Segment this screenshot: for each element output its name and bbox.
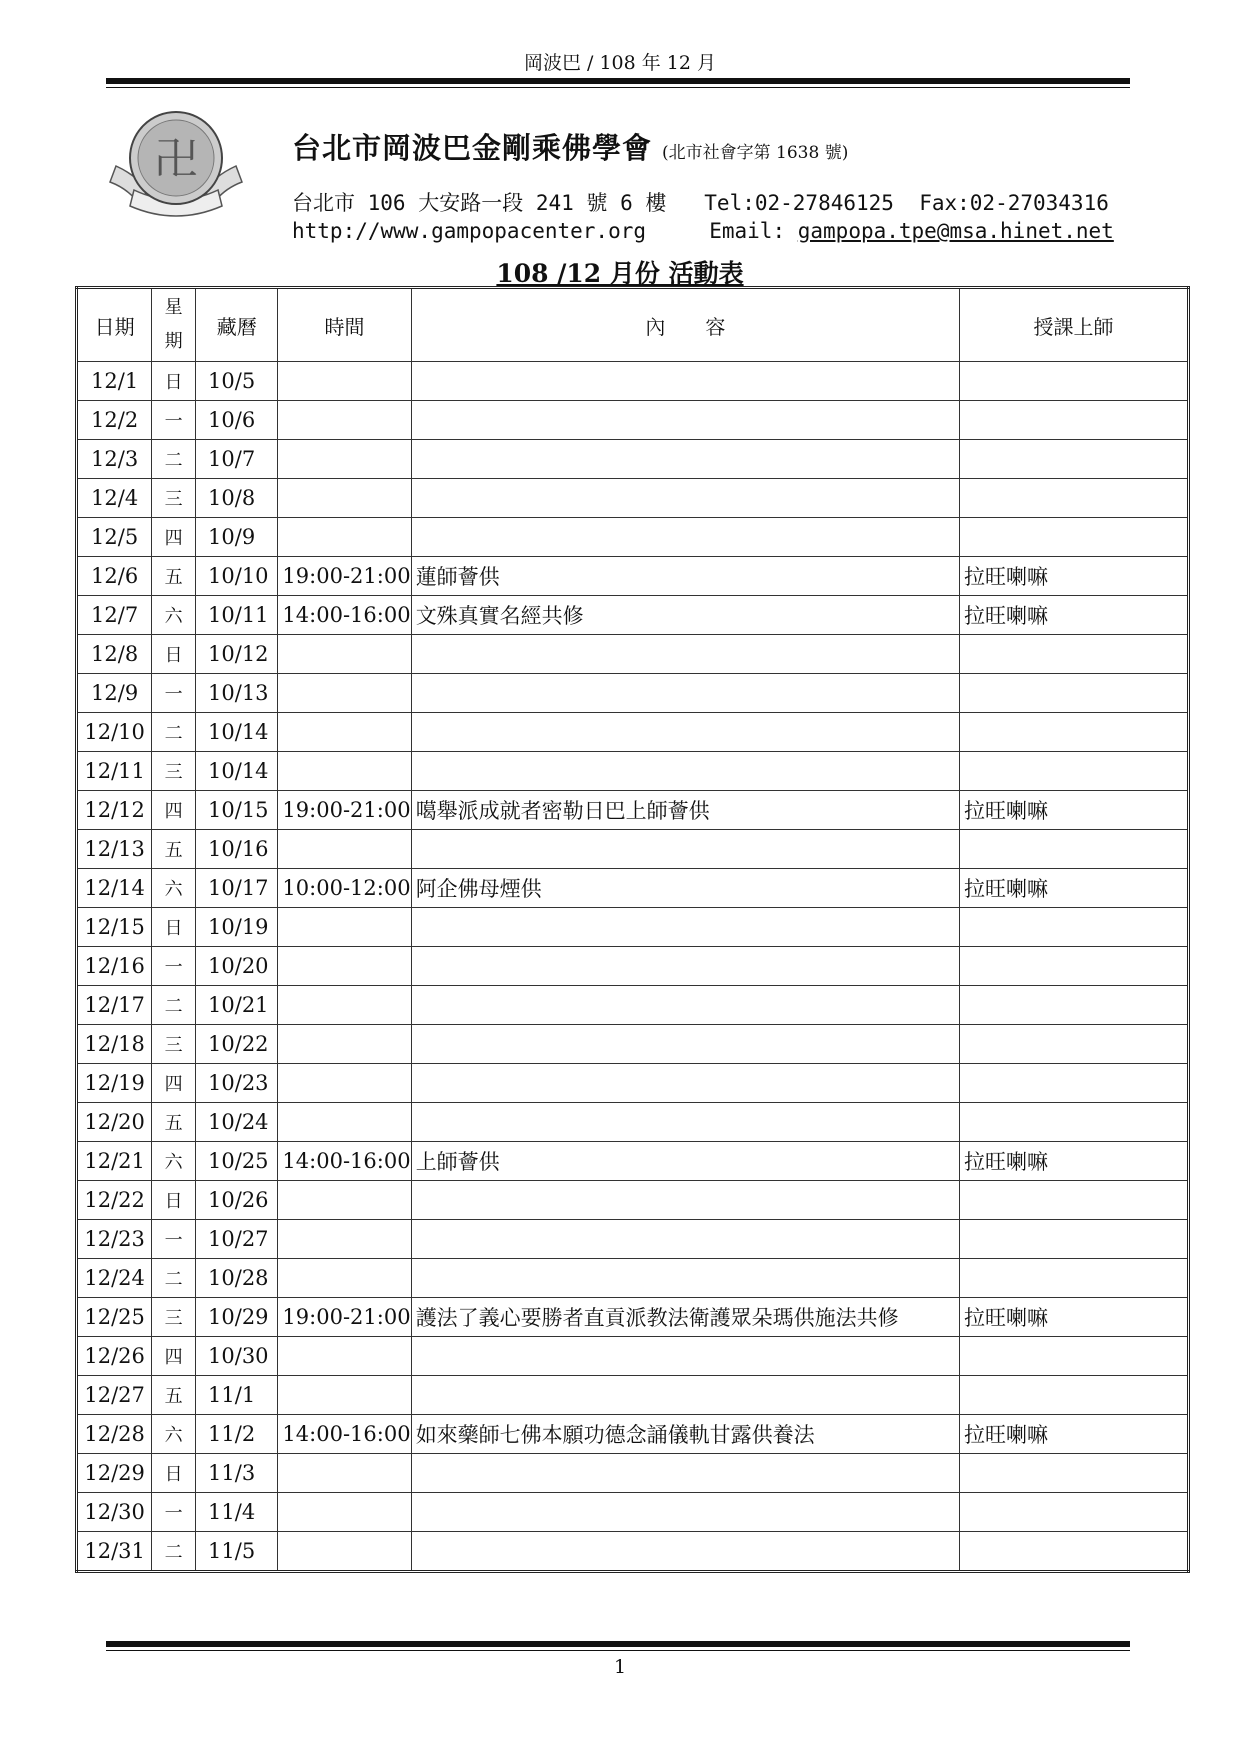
org-registration: (北市社會字第 1638 號) bbox=[662, 143, 849, 163]
cell-tibetan: 10/26 bbox=[196, 1181, 278, 1220]
cell-weekday: 日 bbox=[152, 908, 196, 947]
cell-date: 12/31 bbox=[77, 1532, 152, 1572]
cell-time bbox=[278, 713, 411, 752]
cell-content bbox=[411, 1220, 959, 1259]
cell-weekday: 日 bbox=[152, 635, 196, 674]
cell-date: 12/21 bbox=[77, 1142, 152, 1181]
cell-time bbox=[278, 674, 411, 713]
cell-weekday: 二 bbox=[152, 1259, 196, 1298]
cell-teacher bbox=[960, 674, 1189, 713]
cell-content bbox=[411, 479, 959, 518]
cell-weekday: 日 bbox=[152, 1454, 196, 1493]
cell-tibetan: 11/2 bbox=[196, 1415, 278, 1454]
table-row bbox=[77, 1493, 1189, 1532]
table-row bbox=[77, 1103, 1189, 1142]
cell-date: 12/2 bbox=[77, 401, 152, 440]
cell-time bbox=[278, 1181, 411, 1220]
cell-tibetan: 11/1 bbox=[196, 1376, 278, 1415]
table-row bbox=[77, 1415, 1189, 1454]
cell-date: 12/25 bbox=[77, 1298, 152, 1337]
cell-tibetan: 10/9 bbox=[196, 518, 278, 557]
cell-content bbox=[411, 986, 959, 1025]
cell-tibetan: 10/23 bbox=[196, 1064, 278, 1103]
cell-time: 19:00-21:00 bbox=[278, 1298, 411, 1337]
cell-weekday: 一 bbox=[152, 1220, 196, 1259]
cell-tibetan: 10/17 bbox=[196, 869, 278, 908]
cell-teacher bbox=[960, 440, 1189, 479]
cell-time bbox=[278, 401, 411, 440]
cell-teacher bbox=[960, 1220, 1189, 1259]
header-date: 日期 bbox=[77, 288, 152, 362]
header-rule bbox=[106, 78, 1130, 84]
cell-date: 12/4 bbox=[77, 479, 152, 518]
cell-tibetan: 10/27 bbox=[196, 1220, 278, 1259]
table-row bbox=[77, 518, 1189, 557]
cell-content bbox=[411, 1025, 959, 1064]
cell-content bbox=[411, 1532, 959, 1572]
cell-weekday: 五 bbox=[152, 1103, 196, 1142]
cell-tibetan: 10/8 bbox=[196, 479, 278, 518]
email-label: Email: bbox=[709, 219, 798, 243]
cell-weekday: 一 bbox=[152, 401, 196, 440]
cell-weekday: 四 bbox=[152, 791, 196, 830]
cell-time bbox=[278, 440, 411, 479]
cell-date: 12/5 bbox=[77, 518, 152, 557]
table-row bbox=[77, 440, 1189, 479]
cell-tibetan: 10/25 bbox=[196, 1142, 278, 1181]
cell-teacher bbox=[960, 401, 1189, 440]
cell-date: 12/27 bbox=[77, 1376, 152, 1415]
cell-time bbox=[278, 479, 411, 518]
cell-content bbox=[411, 518, 959, 557]
cell-time bbox=[278, 362, 411, 401]
cell-tibetan: 11/4 bbox=[196, 1493, 278, 1532]
cell-weekday: 日 bbox=[152, 362, 196, 401]
cell-date: 12/28 bbox=[77, 1415, 152, 1454]
cell-content bbox=[411, 908, 959, 947]
cell-tibetan: 11/5 bbox=[196, 1532, 278, 1572]
cell-date: 12/17 bbox=[77, 986, 152, 1025]
cell-time bbox=[278, 1532, 411, 1572]
cell-time: 19:00-21:00 bbox=[278, 791, 411, 830]
cell-date: 12/3 bbox=[77, 440, 152, 479]
table-row bbox=[77, 1064, 1189, 1103]
email-link[interactable]: gampopa.tpe@msa.hinet.net bbox=[797, 219, 1114, 243]
cell-teacher bbox=[960, 1025, 1189, 1064]
cell-time bbox=[278, 1025, 411, 1064]
cell-weekday: 四 bbox=[152, 1064, 196, 1103]
running-head: 岡波巴 / 108 年 12 月 bbox=[523, 52, 717, 74]
cell-time bbox=[278, 1493, 411, 1532]
table-row bbox=[77, 674, 1189, 713]
cell-time: 14:00-16:00 bbox=[278, 1415, 411, 1454]
cell-weekday: 三 bbox=[152, 479, 196, 518]
table-row bbox=[77, 869, 1189, 908]
cell-weekday: 三 bbox=[152, 752, 196, 791]
cell-content bbox=[411, 947, 959, 986]
cell-time bbox=[278, 1337, 411, 1376]
cell-time bbox=[278, 1376, 411, 1415]
org-name bbox=[292, 126, 848, 167]
cell-teacher: 拉旺喇嘛 bbox=[960, 1298, 1189, 1337]
schedule-body bbox=[77, 362, 1189, 1572]
cell-tibetan: 11/3 bbox=[196, 1454, 278, 1493]
cell-date: 12/8 bbox=[77, 635, 152, 674]
cell-teacher bbox=[960, 479, 1189, 518]
cell-content bbox=[411, 713, 959, 752]
cell-date: 12/12 bbox=[77, 791, 152, 830]
cell-teacher bbox=[960, 752, 1189, 791]
cell-content: 阿企佛母煙供 bbox=[411, 869, 959, 908]
cell-date: 12/7 bbox=[77, 596, 152, 635]
cell-weekday: 二 bbox=[152, 440, 196, 479]
table-row bbox=[77, 908, 1189, 947]
cell-content bbox=[411, 674, 959, 713]
cell-date: 12/26 bbox=[77, 1337, 152, 1376]
cell-content bbox=[411, 635, 959, 674]
cell-teacher bbox=[960, 1454, 1189, 1493]
cell-weekday: 五 bbox=[152, 1376, 196, 1415]
header-rule-thin bbox=[106, 87, 1130, 88]
svg-text:卍: 卍 bbox=[154, 134, 198, 185]
cell-tibetan: 10/20 bbox=[196, 947, 278, 986]
cell-date: 12/14 bbox=[77, 869, 152, 908]
table-row bbox=[77, 401, 1189, 440]
cell-teacher bbox=[960, 362, 1189, 401]
cell-date: 12/20 bbox=[77, 1103, 152, 1142]
cell-time bbox=[278, 635, 411, 674]
cell-teacher bbox=[960, 1337, 1189, 1376]
cell-teacher bbox=[960, 1376, 1189, 1415]
table-row bbox=[77, 479, 1189, 518]
cell-content bbox=[411, 1064, 959, 1103]
cell-weekday: 五 bbox=[152, 830, 196, 869]
cell-time bbox=[278, 518, 411, 557]
cell-content: 蓮師薈供 bbox=[411, 557, 959, 596]
table-row bbox=[77, 1259, 1189, 1298]
cell-date: 12/30 bbox=[77, 1493, 152, 1532]
cell-time bbox=[278, 908, 411, 947]
cell-weekday: 四 bbox=[152, 518, 196, 557]
header-time: 時間 bbox=[278, 288, 411, 362]
table-row bbox=[77, 1220, 1189, 1259]
table-row bbox=[77, 557, 1189, 596]
cell-content: 上師薈供 bbox=[411, 1142, 959, 1181]
cell-weekday: 一 bbox=[152, 674, 196, 713]
table-row bbox=[77, 1454, 1189, 1493]
cell-date: 12/23 bbox=[77, 1220, 152, 1259]
cell-date: 12/24 bbox=[77, 1259, 152, 1298]
table-row bbox=[77, 1532, 1189, 1572]
table-row bbox=[77, 947, 1189, 986]
cell-teacher bbox=[960, 830, 1189, 869]
cell-time: 14:00-16:00 bbox=[278, 596, 411, 635]
cell-teacher bbox=[960, 986, 1189, 1025]
cell-tibetan: 10/14 bbox=[196, 752, 278, 791]
cell-date: 12/13 bbox=[77, 830, 152, 869]
cell-date: 12/9 bbox=[77, 674, 152, 713]
cell-date: 12/1 bbox=[77, 362, 152, 401]
page-title: 108 /12 月份 活動表 bbox=[496, 259, 744, 288]
cell-tibetan: 10/30 bbox=[196, 1337, 278, 1376]
cell-tibetan: 10/16 bbox=[196, 830, 278, 869]
cell-date: 12/6 bbox=[77, 557, 152, 596]
cell-weekday: 二 bbox=[152, 1532, 196, 1572]
cell-time bbox=[278, 1220, 411, 1259]
cell-content bbox=[411, 401, 959, 440]
cell-content bbox=[411, 1454, 959, 1493]
cell-content bbox=[411, 1337, 959, 1376]
cell-teacher: 拉旺喇嘛 bbox=[960, 869, 1189, 908]
cell-weekday: 三 bbox=[152, 1025, 196, 1064]
cell-tibetan: 10/15 bbox=[196, 791, 278, 830]
cell-time bbox=[278, 947, 411, 986]
table-row bbox=[77, 362, 1189, 401]
cell-time: 10:00-12:00 bbox=[278, 869, 411, 908]
cell-teacher bbox=[960, 908, 1189, 947]
table-row bbox=[77, 1025, 1189, 1064]
cell-weekday: 四 bbox=[152, 1337, 196, 1376]
table-row bbox=[77, 1181, 1189, 1220]
cell-teacher: 拉旺喇嘛 bbox=[960, 596, 1189, 635]
table-row bbox=[77, 713, 1189, 752]
cell-tibetan: 10/24 bbox=[196, 1103, 278, 1142]
address-line: 台北市 106 大安路一段 241 號 6 樓 Tel:02-27846125 Fax:02-27034316 bbox=[292, 191, 1109, 215]
cell-tibetan: 10/13 bbox=[196, 674, 278, 713]
cell-content bbox=[411, 1376, 959, 1415]
header-content: 內 容 bbox=[411, 288, 959, 362]
cell-content bbox=[411, 362, 959, 401]
cell-weekday: 六 bbox=[152, 869, 196, 908]
cell-time: 19:00-21:00 bbox=[278, 557, 411, 596]
table-row bbox=[77, 635, 1189, 674]
cell-weekday: 三 bbox=[152, 1298, 196, 1337]
cell-content: 噶舉派成就者密勒日巴上師薈供 bbox=[411, 791, 959, 830]
cell-teacher bbox=[960, 518, 1189, 557]
cell-content bbox=[411, 752, 959, 791]
cell-teacher: 拉旺喇嘛 bbox=[960, 1142, 1189, 1181]
cell-weekday: 一 bbox=[152, 947, 196, 986]
cell-teacher bbox=[960, 635, 1189, 674]
cell-weekday: 六 bbox=[152, 596, 196, 635]
cell-date: 12/16 bbox=[77, 947, 152, 986]
cell-teacher bbox=[960, 1532, 1189, 1572]
cell-content bbox=[411, 1493, 959, 1532]
cell-date: 12/18 bbox=[77, 1025, 152, 1064]
table-row bbox=[77, 1376, 1189, 1415]
header-teacher: 授課上師 bbox=[960, 288, 1189, 362]
cell-content bbox=[411, 1103, 959, 1142]
cell-time bbox=[278, 1103, 411, 1142]
cell-content: 護法了義心要勝者直貢派教法衛護眾朵瑪供施法共修 bbox=[411, 1298, 959, 1337]
cell-time bbox=[278, 1259, 411, 1298]
cell-time bbox=[278, 1064, 411, 1103]
cell-tibetan: 10/14 bbox=[196, 713, 278, 752]
cell-teacher: 拉旺喇嘛 bbox=[960, 1415, 1189, 1454]
cell-content: 文殊真實名經共修 bbox=[411, 596, 959, 635]
table-row bbox=[77, 830, 1189, 869]
schedule-table bbox=[75, 286, 1190, 1573]
cell-time bbox=[278, 830, 411, 869]
cell-teacher: 拉旺喇嘛 bbox=[960, 791, 1189, 830]
cell-tibetan: 10/12 bbox=[196, 635, 278, 674]
website-link[interactable]: http://www.gampopacenter.org bbox=[292, 219, 647, 243]
table-row bbox=[77, 1337, 1189, 1376]
header-tibetan: 藏曆 bbox=[196, 288, 278, 362]
cell-teacher bbox=[960, 713, 1189, 752]
cell-teacher bbox=[960, 1493, 1189, 1532]
cell-time bbox=[278, 986, 411, 1025]
cell-weekday: 二 bbox=[152, 713, 196, 752]
footer-rule bbox=[106, 1641, 1130, 1647]
table-row bbox=[77, 1142, 1189, 1181]
table-row bbox=[77, 986, 1189, 1025]
cell-teacher bbox=[960, 1103, 1189, 1142]
header-weekday: 星期 bbox=[152, 288, 196, 362]
cell-tibetan: 10/19 bbox=[196, 908, 278, 947]
cell-date: 12/29 bbox=[77, 1454, 152, 1493]
cell-teacher: 拉旺喇嘛 bbox=[960, 557, 1189, 596]
cell-weekday: 六 bbox=[152, 1142, 196, 1181]
table-row bbox=[77, 596, 1189, 635]
cell-tibetan: 10/21 bbox=[196, 986, 278, 1025]
cell-tibetan: 10/5 bbox=[196, 362, 278, 401]
cell-tibetan: 10/22 bbox=[196, 1025, 278, 1064]
cell-tibetan: 10/10 bbox=[196, 557, 278, 596]
cell-tibetan: 10/29 bbox=[196, 1298, 278, 1337]
page-number: 1 bbox=[613, 1656, 627, 1678]
cell-time bbox=[278, 752, 411, 791]
cell-date: 12/19 bbox=[77, 1064, 152, 1103]
footer-rule-thin bbox=[106, 1650, 1130, 1651]
org-name-text: 台北市岡波巴金剛乘佛學會 bbox=[292, 131, 653, 165]
cell-date: 12/10 bbox=[77, 713, 152, 752]
cell-time: 14:00-16:00 bbox=[278, 1142, 411, 1181]
cell-weekday: 日 bbox=[152, 1181, 196, 1220]
cell-content bbox=[411, 830, 959, 869]
cell-date: 12/11 bbox=[77, 752, 152, 791]
cell-tibetan: 10/11 bbox=[196, 596, 278, 635]
table-header-row bbox=[77, 288, 1189, 362]
cell-content: 如來藥師七佛本願功德念誦儀軌甘露供養法 bbox=[411, 1415, 959, 1454]
table-row bbox=[77, 791, 1189, 830]
table-row bbox=[77, 1298, 1189, 1337]
cell-tibetan: 10/6 bbox=[196, 401, 278, 440]
cell-weekday: 二 bbox=[152, 986, 196, 1025]
cell-tibetan: 10/28 bbox=[196, 1259, 278, 1298]
contact-line bbox=[292, 219, 1114, 243]
cell-content bbox=[411, 440, 959, 479]
cell-time bbox=[278, 1454, 411, 1493]
table-row bbox=[77, 752, 1189, 791]
cell-teacher bbox=[960, 1064, 1189, 1103]
cell-weekday: 五 bbox=[152, 557, 196, 596]
cell-teacher bbox=[960, 947, 1189, 986]
cell-weekday: 六 bbox=[152, 1415, 196, 1454]
cell-teacher bbox=[960, 1181, 1189, 1220]
dharma-seal-logo-icon bbox=[108, 104, 244, 224]
cell-content bbox=[411, 1259, 959, 1298]
cell-date: 12/15 bbox=[77, 908, 152, 947]
cell-weekday: 一 bbox=[152, 1493, 196, 1532]
cell-date: 12/22 bbox=[77, 1181, 152, 1220]
cell-teacher bbox=[960, 1259, 1189, 1298]
cell-content bbox=[411, 1181, 959, 1220]
cell-tibetan: 10/7 bbox=[196, 440, 278, 479]
